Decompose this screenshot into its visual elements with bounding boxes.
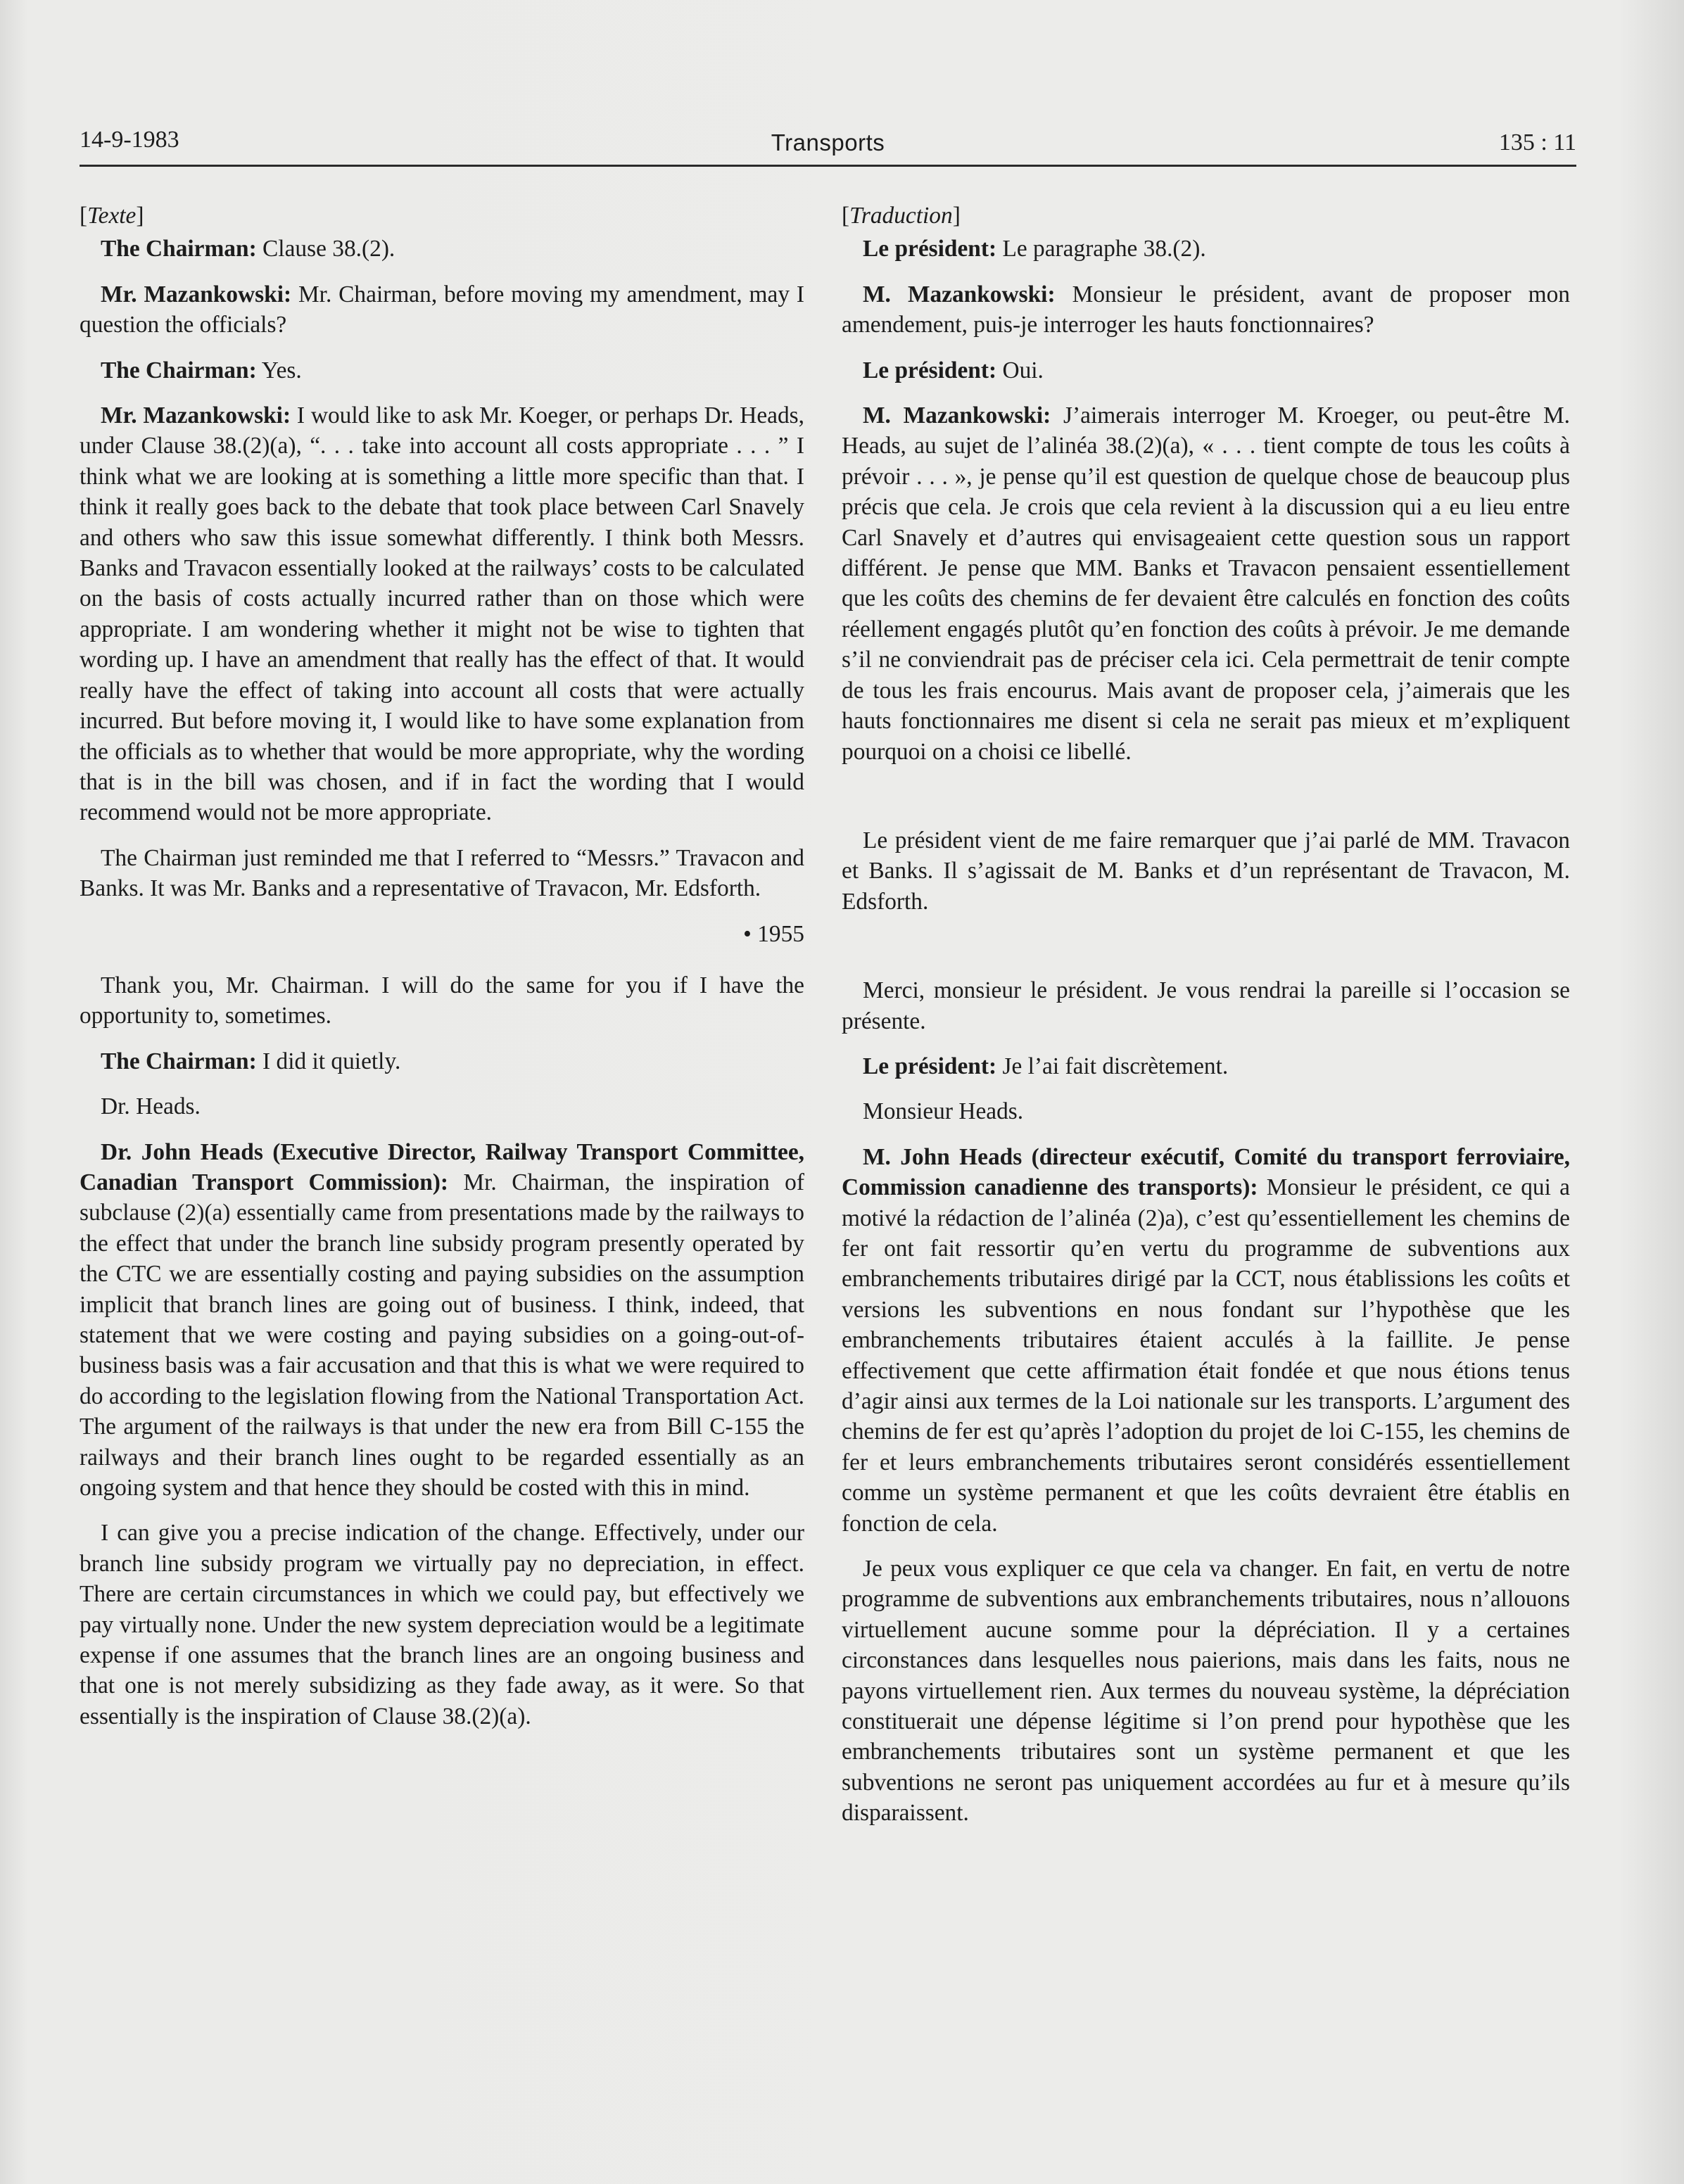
paragraph: Le président vient de me faire remarquer que j’ai parlé de MM. Travacon et Banks. Il s’agissait de M. Banks et d’un représentant de Travacon, M. Edsforth. — [842, 827, 1570, 915]
paragraph: Dr. John Heads (Executive Director, Railway Transport Committee, Canadian Transport Commission): Mr. Chairman, the inspiration of subclause (2)(a) essentially came from presentations made by the railways to the effect that under the branch line subsidy program presently operated by the CTC we are essentially costing and paying subsidies on the assumption implicit that branch lines are going out of business. I think, indeed, that statement that we were costing and paying subsidies on a going-out-of-business basis was a fair accusation and that this is what we were required to do according to the legislation flowing from the National Transportation Act. The argument of the railways is that under the new era from Bill C-155 the railways and their branch lines ought to be regarded essentially as an ongoing system and that hence they should be costed with this in mind. — [80, 1138, 804, 1502]
paragraph: Le président: Oui. — [863, 357, 1044, 383]
time-marker: • 1955 — [743, 920, 804, 947]
header-rule — [80, 165, 1576, 167]
header-page-number: 135 : 11 — [1498, 129, 1576, 155]
paragraph: M. Mazankowski: J’aimerais interroger M. Kroeger, ou peut-être M. Heads, au sujet de l’alinéa 38.(2)(a), « . . . tient compte de tous les coûts à prévoir . . . », je pense qu’il est question de quelque chose de beaucoup plus précis que cela. Je crois que cela revient à la discussion qui a eu lieu entre Carl Snavely et d’autres qui envisageaient cette question sous un rapport différent. Je pense que MM. Banks et Travacon pensaient essentiellement que les coûts des chemins de fer devaient être calculés en fonction des coûts réellement engagés plutôt qu’en fonction des coûts à prévoir. Je me demande s’il ne conviendrait pas de préciser cela ici. Cela permettrait de tenir compte de tous les frais encourus. Mais avant de proposer cela, j’aimerais que les hauts fonctionnaires me disent si cela ne serait pas mieux et m’expliquent pourquoi on a choisi ce libellé. — [842, 402, 1570, 765]
paragraph: Je peux vous expliquer ce que cela va changer. En fait, en vertu de notre programme de subventions aux embranchements tributaires, nous n’allouons virtuellement aucune somme pour la dépréciation. Il y a certaines circonstances dans lesquelles nous paierions, mais dans les faits, nous ne payons virtuellement rien. Aux termes du nouveau système, la dépréciation constituerait une dépense légitime si l’on prend pour hypothèse que les embranchements tributaires sont un système permanent et que les subventions ne seront pas uniquement accordées au fur et à mesure qu’ils disparaissent. — [842, 1556, 1570, 1827]
paragraph: Monsieur Heads. — [863, 1098, 1024, 1125]
paragraph: The Chairman just reminded me that I referred to “Messrs.” Travacon and Banks. It was Mr. Banks and a representative of Travacon, Mr. Edsforth. — [80, 844, 804, 902]
column-tag: [Traduction] — [842, 203, 961, 229]
paragraph: The Chairman: Clause 38.(2). — [101, 236, 395, 262]
paragraph: Le président: Le paragraphe 38.(2). — [863, 236, 1206, 262]
page-header — [80, 127, 1576, 162]
paragraph: M. John Heads (directeur exécutif, Comité du transport ferroviaire, Commission canadienne des transports): Monsieur le président, ce qui a motivé la rédaction de l’alinéa (2)a), c’est qu’essentiellement les chemins de fer ont fait ressortir qu’en vertu du programme de subventions aux embranchements tributaires dirigé par la CCT, nous établissions les coûts et versions les subventions en nous fondant sur l’hypothèse que les embranchements tributaires étaient acculés à la faillite. Je pense effectivement que cette affirmation était fondée et que nous étions tenus d’agir ainsi aux termes de la Loi nationale sur les transports. L’argument des chemins de fer est qu’après l’adoption du projet de loi C-155, les chemins de fer et leurs embranchements tributaires seront considérés essentiellement comme un système permanent et que les coûts devraient être établis en fonction de cela. — [842, 1143, 1570, 1537]
paragraph: Mr. Mazankowski: I would like to ask Mr. Koeger, or perhaps Dr. Heads, under Clause 38.(2)(a), “. . . take into account all costs appropriate . . . ” I think what we are looking at is something a little more specific than that. I think it really goes back to the debate that took place between Carl Snavely and others who saw this issue somewhat differently. I think both Messrs. Banks and Travacon essentially looked at the railways’ costs to be calculated on the basis of costs actually incurred rather than on those which were appropriate. I am wondering whether it might not be wise to tighten that wording up. I have an amendment that really has the effect of that. It would really have the effect of taking into account all costs that were actually incurred. But before moving it, I would like to have some explanation from the officials as to whether that would be more appropriate, why the wording that is in the bill was chosen, and if in fact the wording that I would recommend would not be more appropriate. — [80, 402, 804, 826]
english-column — [80, 201, 804, 1746]
header-date: 14-9-1983 — [80, 127, 179, 153]
spacer — [842, 932, 1570, 975]
paragraph: The Chairman: I did it quietly. — [101, 1048, 401, 1074]
paragraph: Thank you, Mr. Chairman. I will do the same for you if I have the opportunity to, sometimes. — [80, 972, 804, 1029]
header-section-title: Transports — [771, 129, 885, 155]
paragraph: Dr. Heads. — [101, 1093, 201, 1120]
spacer — [842, 782, 1570, 825]
paragraph: The Chairman: Yes. — [101, 357, 302, 383]
paragraph: M. Mazankowski: Monsieur le président, avant de proposer mon amendement, puis-je interroger les hauts fonctionnaires? — [842, 281, 1571, 338]
paragraph: Le président: Je l’ai fait discrètement. — [863, 1053, 1229, 1079]
column-tag: [Texte] — [80, 203, 144, 229]
paragraph: I can give you a precise indication of the change. Effectively, under our branch line subsidy program we virtually pay no depreciation, in effect. There are certain circumstances in which we could pay, but effectively we pay virtually none. Under the new system depreciation would be a legitimate expense if one assumes that the branch lines are an ongoing business and that one is not merely subsidizing as they fade away, as it were. So that essentially is the inspiration of Clause 38.(2)(a). — [80, 1520, 804, 1729]
paragraph: Mr. Mazankowski: Mr. Chairman, before moving my amendment, may I question the officials? — [80, 281, 805, 338]
paragraph: Merci, monsieur le président. Je vous rendrai la pareille si l’occasion se présente. — [842, 977, 1570, 1034]
french-column — [842, 201, 1570, 1843]
